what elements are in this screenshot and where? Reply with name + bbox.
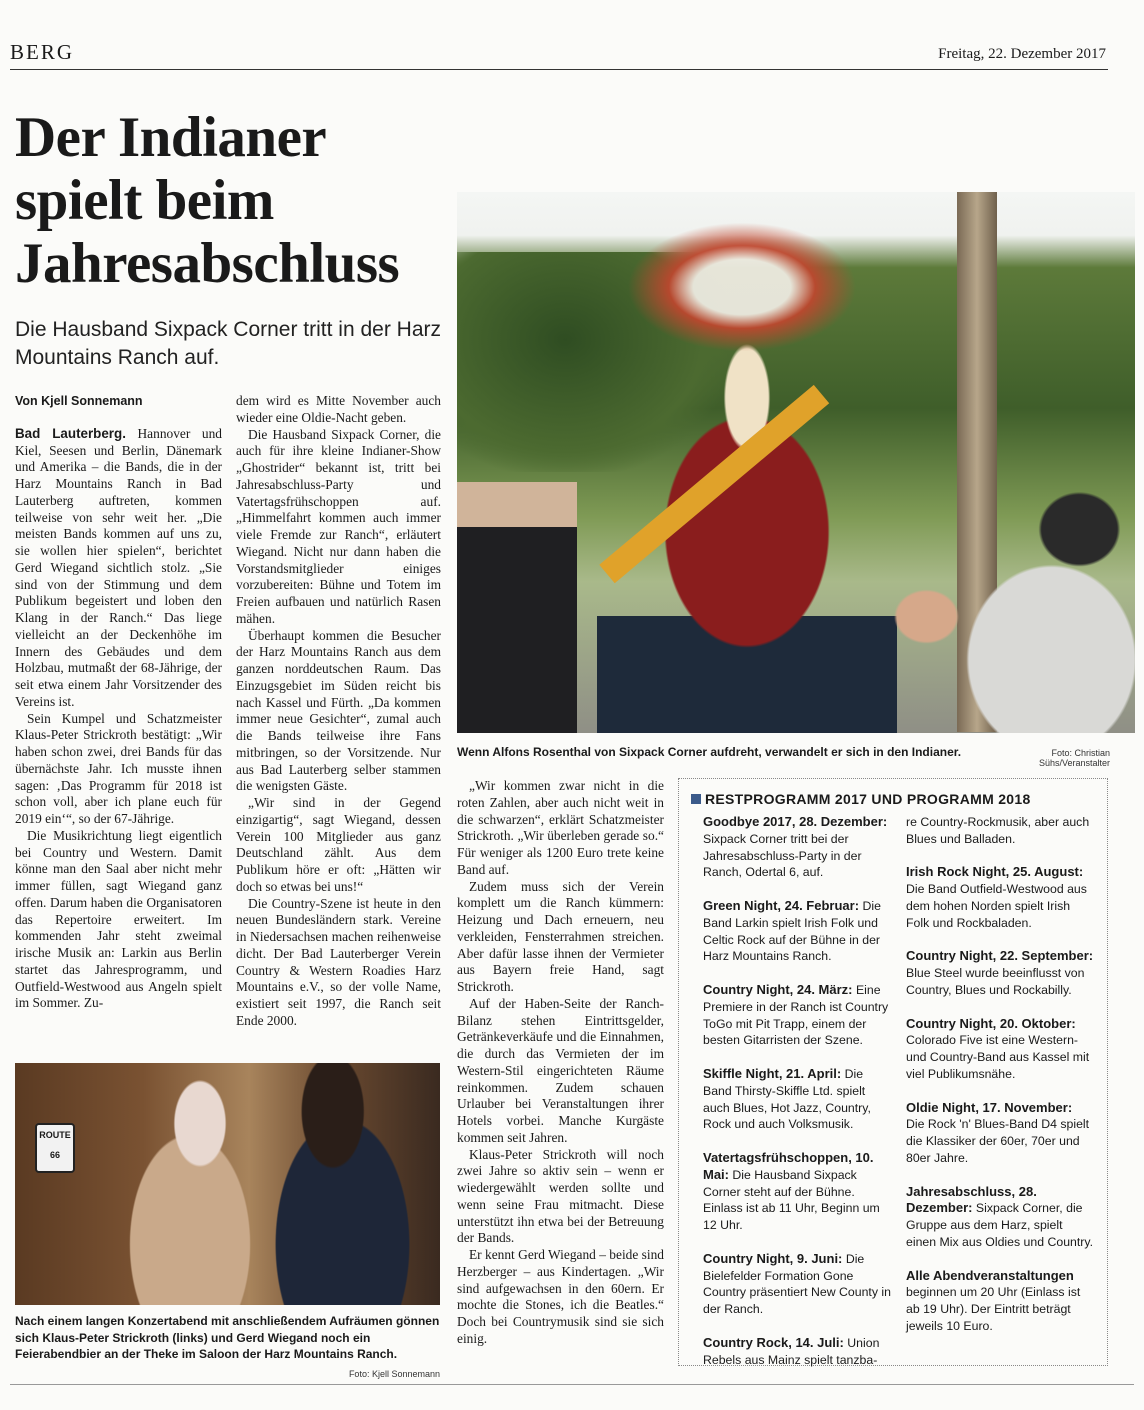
paragraph: „Wir sind in der Gegend einzigartig“, sagt Wiegand, dessen Verein 100 Mitglieder aus ganz Deutschland zählt. Aus dem Publikum höre er oft: „Hätten wir doch so etwas bei uns!“ xyxy=(236,795,441,894)
paragraph: Überhaupt kommen die Besucher der Harz Mountains Ranch aus dem ganzen norddeutschen Raum. Das Einzugsgebiet im Süden reicht bis nach Kassel und Fürth. „Da kommen immer neue Gesichter“, zumal auch die Bands teilweise ihre Fans mitbringen, so der Vorsitzende. Nur aus Bad Lauterberg selber stammen die wenigsten Gäste. xyxy=(236,627,441,794)
event-item xyxy=(703,1251,893,1318)
event-item xyxy=(906,948,1096,998)
event-item xyxy=(906,1016,1096,1083)
event-text: re Country-Rockmusik, aber auch Blues und Balladen. xyxy=(906,815,1090,846)
header-rule xyxy=(10,69,1108,70)
caption-text: Nach einem langen Konzertabend mit anschließendem Aufräumen gönnen sich Klaus-Peter Strickroth (links) und Gerd Wiegand noch ein Feierabendbier an der Theke im Saloon der Harz Mountains Ranch. xyxy=(15,1314,440,1361)
event-title: Oldie Night, 17. November: xyxy=(906,1099,1073,1115)
main-photo-credit: Foto: Christian Sühs/Veranstalter xyxy=(1038,748,1110,768)
page-bottom-rule xyxy=(10,1384,1134,1385)
man-right-figure xyxy=(245,1063,440,1305)
paragraph: dem wird es Mitte November auch wieder eine Oldie-Nacht geben. xyxy=(236,393,441,425)
event-title: Country Night, 9. Juni: xyxy=(703,1250,843,1266)
saloon-photo-credit: Foto: Kjell Sonnemann xyxy=(348,1368,440,1379)
event-text: Die Bielefelder Formation Gone Country präsentiert New County in der Ranch. xyxy=(703,1251,891,1317)
headline-line: Der Indianer xyxy=(15,106,327,169)
issue-date: Freitag, 22. Dezember 2017 xyxy=(938,46,1106,62)
event-item xyxy=(703,814,893,881)
paragraph xyxy=(15,426,222,711)
feather-headdress xyxy=(627,222,857,352)
event-title: Irish Rock Night, 25. August: xyxy=(906,864,1084,880)
event-text: Union Rebels aus Mainz spielt tanzba- xyxy=(703,1335,880,1367)
event-title: Jahresabschluss, 28. Dezember: xyxy=(906,1183,1037,1216)
paragraph: Klaus-Peter Strickroth will noch zwei Jahre so aktiv sein – wenn er wiedergewählt werden sollte und wenn seine Frau mitmacht. Diese unterstützt ihn etwa bei der Betreuung der Bands. xyxy=(457,1146,664,1246)
section-name: BERG xyxy=(10,40,75,64)
headline xyxy=(15,106,455,295)
main-photo xyxy=(457,192,1135,733)
headline-line: spielt beim xyxy=(15,169,274,232)
event-title: Goodbye 2017, 28. Dezember: xyxy=(703,814,888,829)
event-item xyxy=(703,898,893,965)
event-text: Eine Premiere in der Ranch ist Country ToGo mit Pit Trapp, einem der besten Gitarristen der Szene. xyxy=(703,982,889,1048)
paragraph: Sein Kumpel und Schatzmeister Klaus-Peter Strickroth bestätigt: „Wir haben schon zwei, drei Bands für das übernächste Jahr. Ich musste ihnen sagen: ‚Das Programm für 2018 ist schon voll, aber ich plane euch für 2019 ein‘“, so der 67-Jährige. xyxy=(15,710,222,826)
saloon-photo xyxy=(15,1063,440,1305)
audience-member xyxy=(457,482,577,733)
event-text: Die Band Outfield-Westwood aus dem hohen Norden spielt Irish Folk und Rockbaladen. xyxy=(906,882,1087,930)
infobox-column-left xyxy=(703,814,893,1385)
article-column-3 xyxy=(457,778,664,1348)
event-item xyxy=(703,982,893,1049)
headline-line: Jahresabschluss xyxy=(15,232,400,295)
event-title: Green Night, 24. Februar: xyxy=(703,897,860,913)
infobox-title xyxy=(691,791,1031,807)
paragraph: „Wir kommen zwar nicht in die roten Zahlen, aber auch nicht weit in die schwarzen“, erklärt Schatzmeister Strickroth. „Wir überleben gerade so.“ Für weniger als 1200 Euro trete keine Band auf. xyxy=(457,778,664,877)
event-title: Country Night, 22. September: xyxy=(906,948,1094,964)
event-text: Blue Steel wurde beeinflusst von Country, Blues und Rockabilly. xyxy=(906,966,1085,997)
dateline: Bad Lauterberg. xyxy=(15,425,126,441)
event-item xyxy=(906,864,1096,931)
event-text: Sixpack Corner, die Gruppe aus dem Harz, spielt einen Mix aus Oldies und Country. xyxy=(906,1201,1094,1249)
main-photo-caption: Wenn Alfons Rosenthal von Sixpack Corner aufdreht, verwandelt er sich in den Indianer. xyxy=(457,745,962,759)
event-text: beginnen um 20 Uhr (Einlass ist ab 19 Uhr). Der Eintritt beträgt jeweils 10 Euro. xyxy=(906,1285,1081,1333)
event-title: Country Night, 24. März: xyxy=(703,981,853,997)
event-title: Vatertagsfrühschoppen, 10. Mai: xyxy=(703,1149,874,1182)
event-item xyxy=(703,1150,893,1234)
event-text: Die Band Thirsty-Skiffle Ltd. spielt auch Blues, Hot Jazz, Country, Rock und auch Volksmusik. xyxy=(703,1066,871,1132)
subheadline: Die Hausband Sixpack Corner tritt in der Harz Mountains Ranch auf. xyxy=(15,318,442,369)
saloon-photo-caption xyxy=(15,1313,440,1382)
infobox-title-text: RESTPROGRAMM 2017 UND PROGRAMM 2018 xyxy=(705,791,1031,807)
paragraph: Auf der Haben-Seite der Ranch-Bilanz stehen Eintrittsgelder, Getränkeverkäufe und die Einnahmen, die durch das Vermieten der im Western-Stil eingerichteten Räume reinkommen. Zudem schauen Urlauber bei Veranstaltungen ihrer Hotels vorbei. Manche Kurgäste kommen seit Jahren. xyxy=(457,995,664,1145)
event-text: Die Hausband Sixpack Corner steht auf der Bühne. Einlass ist ab 11 Uhr, Beginn um 12 Uhr. xyxy=(703,1167,880,1233)
paragraph: Die Country-Szene ist heute in den neuen Bundesländern stark. Vereine in Niedersachsen machen reihenweise dicht. Der Bad Lauterberger Verein Country & Western Roadies Harz Mountains e.V., so der volle Name, existiert seit 1997, die Ranch seit Ende 2000. xyxy=(236,895,441,1028)
event-item xyxy=(906,814,1096,848)
event-title: Skiffle Night, 21. April: xyxy=(703,1065,842,1081)
paragraph: Er kennt Gerd Wiegand – beide sind Herzberger – aus Kindertagen. „Wir sind aufgewachsen in den 60ern. Er mochte die Stones, ich die Beatles.“ Doch bei Countrymusik sind sie sich einig. xyxy=(457,1247,664,1346)
square-bullet-icon xyxy=(691,794,701,804)
program-infobox xyxy=(678,778,1108,1366)
event-title: Country Rock, 14. Juli: xyxy=(703,1334,844,1350)
event-text: Die Rock 'n' Blues-Band D4 spielt die Klassiker der 60er, 70er und 80er Jahre. xyxy=(906,1117,1090,1165)
infobox-column-right xyxy=(906,814,1096,1352)
byline: Von Kjell Sonnemann xyxy=(15,394,143,408)
paragraph: Die Musikrichtung liegt eigentlich bei Country und Western. Damit könne man den Saal aber nicht mehr immer füllen, sagt Wiegand ganz offen. Darum haben die Organisatoren das Repertoire erweitert. Im kommenden Jahr steht zweimal irische Musik an: Larkin aus Berlin startet das Jahresprogramm, und Outfield-Westwood aus Angeln spielt im Sommer. Zu- xyxy=(15,827,222,1011)
event-item xyxy=(703,1335,893,1369)
article-column-2 xyxy=(236,393,441,1030)
event-title: Alle Abendveranstaltungen xyxy=(906,1267,1074,1283)
paragraph-text: Hannover und Kiel, Seesen und Berlin, Dänemark und Amerika – die Bands, die in der Harz Mountains Ranch in Bad Lauterberg auftreten, kommen teilweise von sehr weit her. „Die meisten Bands kommen auf uns zu, sie wollen hier spielen“, berichtet Gerd Wiegand sichtlich stolz. „Sie sind von der Stimmung und dem Publikum begeistert und loben den Klang in der Ranch.“ Das liege vielleicht an der Deckenhöhe im Innern des Gebäudes und dem Holzbau, mutmaßt der 68-Jährige, der seit etwa einem Jahr Vorsitzender des Vereins ist. xyxy=(15,425,222,709)
event-item xyxy=(906,1100,1096,1167)
event-text: Die Band Larkin spielt Irish Folk und Celtic Rock auf der Bühne in der Harz Mountains Ranch. xyxy=(703,898,881,964)
paragraph: Zudem muss sich der Verein komplett um die Ranch kümmern: Heizung und Dach erneuern, neu verkleiden, Fensterrahmen streichen. Aber dafür lasse ihnen der Vermieter aus Bayern freie Hand, sagt Strickroth. xyxy=(457,878,664,994)
event-text: Colorado Five ist eine Western- und Country-Band aus Kassel mit viel Publikumsnähe. xyxy=(906,1033,1090,1081)
event-item xyxy=(703,1066,893,1133)
event-item xyxy=(906,1268,1096,1335)
article-column-1 xyxy=(15,393,222,1012)
event-title: Country Night, 20. Oktober: xyxy=(906,1015,1076,1031)
event-text: Sixpack Corner tritt bei der Jahresabschluss-Party in der Ranch, Odertal 6, auf. xyxy=(703,831,862,880)
audience-right xyxy=(857,442,1135,733)
event-item xyxy=(906,1184,1096,1251)
paragraph: Die Hausband Sixpack Corner, die auch für ihre kleine Indianer-Show „Ghostrider“ bekannt ist, tritt bei Jahresabschluss-Party und Vatertagsfrühschoppen auf. „Himmelfahrt kommen auch immer viele Fremde zur Ranch“, erläutert Wiegand. Nicht nur dann haben die Vorstandsmitglieder einiges vorzubereiten: Bühne und Totem im Freien aufbauen und natürlich Rasen mähen. xyxy=(236,426,441,626)
route-66-sign: ROUTE 66 xyxy=(35,1123,75,1173)
